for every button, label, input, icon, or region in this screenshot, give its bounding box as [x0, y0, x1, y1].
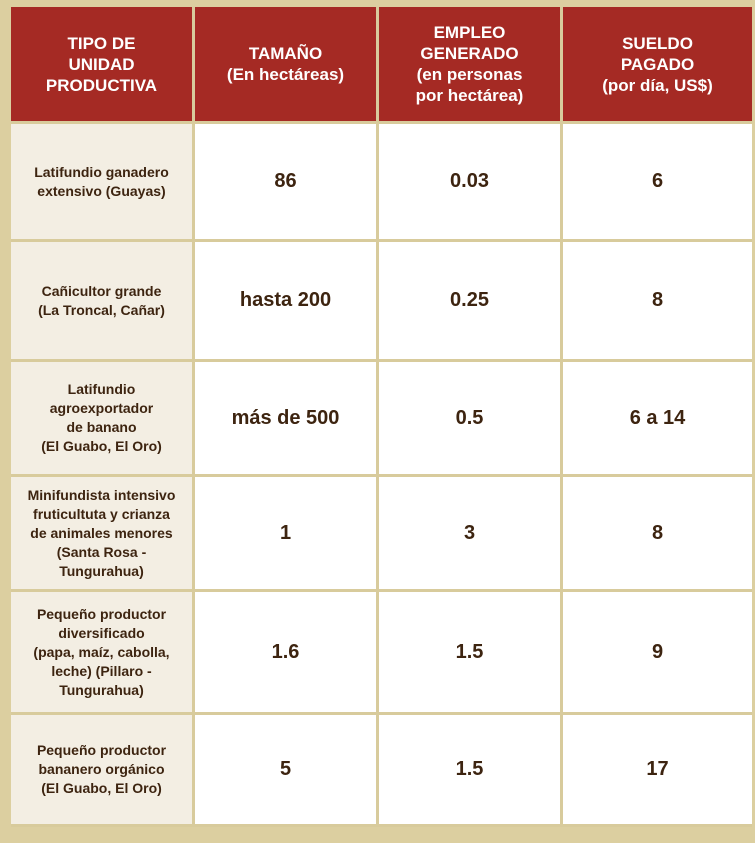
row-tamano: 1: [195, 477, 379, 592]
row-empleo: 1.5: [379, 592, 563, 715]
row-tamano: 86: [195, 124, 379, 242]
header-sueldo: SUELDO PAGADO (por día, US$): [563, 7, 752, 124]
row-sueldo: 6: [563, 124, 752, 242]
row-sueldo: 8: [563, 242, 752, 362]
row-tamano: hasta 200: [195, 242, 379, 362]
row-tipo: Pequeño productor bananero orgánico (El Guabo, El Oro): [11, 715, 195, 827]
row-tipo: Pequeño productor diversificado (papa, maíz, cabolla, leche) (Pillaro - Tungurahua): [11, 592, 195, 715]
row-tipo: Latifundio agroexportador de banano (El Guabo, El Oro): [11, 362, 195, 477]
row-sueldo: 9: [563, 592, 752, 715]
table-row: [11, 477, 752, 592]
row-tamano: más de 500: [195, 362, 379, 477]
row-tipo: Minifundista intensivo fruticultuta y crianza de animales menores (Santa Rosa - Tungurahua): [11, 477, 195, 592]
header-empleo: EMPLEO GENERADO (en personas por hectárea): [379, 7, 563, 124]
productive-units-table: [11, 7, 752, 827]
header-tipo: TIPO DE UNIDAD PRODUCTIVA: [11, 7, 195, 124]
header-tamano: TAMAÑO (En hectáreas): [195, 7, 379, 124]
row-tamano: 5: [195, 715, 379, 827]
table-row: [11, 592, 752, 715]
row-sueldo: 17: [563, 715, 752, 827]
row-empleo: 0.03: [379, 124, 563, 242]
header-row: [11, 7, 752, 124]
row-empleo: 3: [379, 477, 563, 592]
row-tipo: Cañicultor grande (La Troncal, Cañar): [11, 242, 195, 362]
row-empleo: 1.5: [379, 715, 563, 827]
table-row: [11, 124, 752, 242]
row-sueldo: 6 a 14: [563, 362, 752, 477]
row-sueldo: 8: [563, 477, 752, 592]
table-row: [11, 242, 752, 362]
row-tipo: Latifundio ganadero extensivo (Guayas): [11, 124, 195, 242]
row-empleo: 0.25: [379, 242, 563, 362]
table-row: [11, 362, 752, 477]
row-tamano: 1.6: [195, 592, 379, 715]
row-empleo: 0.5: [379, 362, 563, 477]
table-row: [11, 715, 752, 827]
